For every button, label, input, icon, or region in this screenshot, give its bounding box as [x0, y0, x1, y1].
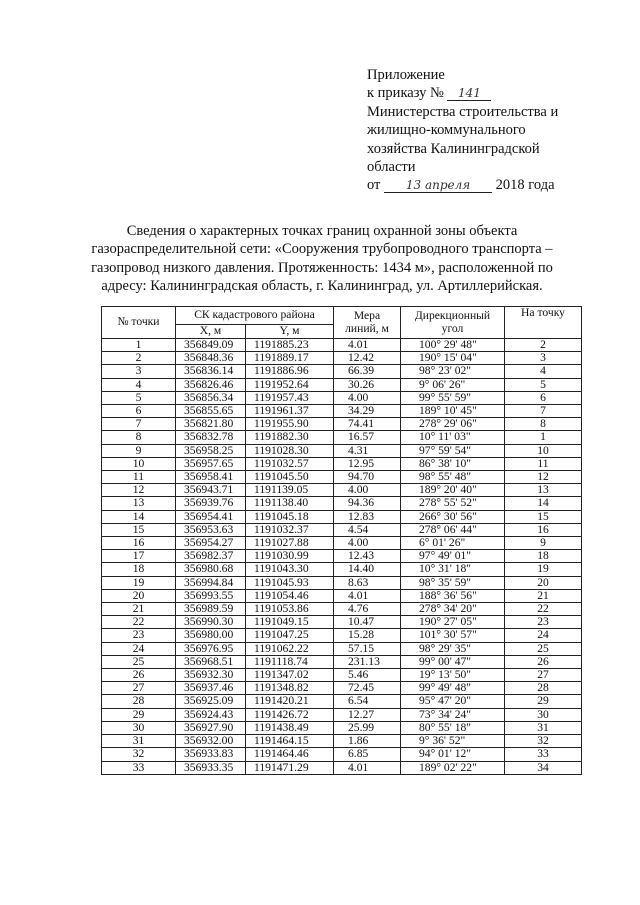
cell-bearing: 98° 29' 35" [401, 642, 505, 655]
coordinates-table [101, 306, 582, 775]
cell-to-point: 8 [505, 418, 582, 431]
cell-bearing: 97° 59' 54" [401, 444, 505, 457]
cell-measure: 25.99 [334, 721, 401, 734]
table-row [102, 391, 582, 404]
cell-to-point: 14 [505, 497, 582, 510]
cell-point-no: 17 [102, 550, 176, 563]
cell-to-point: 29 [505, 695, 582, 708]
cell-to-point: 22 [505, 603, 582, 616]
cell-to-point: 23 [505, 616, 582, 629]
cell-bearing: 6° 01' 26" [401, 537, 505, 550]
cell-x: 356924.43 [176, 708, 246, 721]
cell-measure: 4.00 [334, 484, 401, 497]
cell-bearing: 278° 34' 20" [401, 603, 505, 616]
cell-measure: 6.54 [334, 695, 401, 708]
cell-measure: 12.95 [334, 457, 401, 470]
cell-bearing: 9° 36' 52" [401, 735, 505, 748]
cell-x: 356826.46 [176, 378, 246, 391]
cell-bearing: 19° 13' 50" [401, 669, 505, 682]
cell-to-point: 12 [505, 471, 582, 484]
cell-to-point: 9 [505, 537, 582, 550]
cell-bearing: 98° 55' 48" [401, 471, 505, 484]
table-row [102, 431, 582, 444]
cell-x: 356953.63 [176, 523, 246, 536]
table-row [102, 497, 582, 510]
cell-to-point: 1 [505, 431, 582, 444]
cell-bearing: 9° 06' 26" [401, 378, 505, 391]
date-line [367, 176, 558, 194]
cell-to-point: 30 [505, 708, 582, 721]
cell-bearing: 99° 55' 59" [401, 391, 505, 404]
cell-point-no: 11 [102, 471, 176, 484]
cell-y: 1191062.22 [246, 642, 334, 655]
cell-x: 356939.76 [176, 497, 246, 510]
header-measure: Мера линий, м [334, 307, 401, 339]
cell-y: 1191138.40 [246, 497, 334, 510]
cell-x: 356968.51 [176, 655, 246, 668]
cell-bearing: 10° 31' 18" [401, 563, 505, 576]
table-row [102, 378, 582, 391]
header-to-point: На точку [505, 307, 582, 339]
cell-y: 1191045.50 [246, 471, 334, 484]
cell-y: 1191047.25 [246, 629, 334, 642]
table-row [102, 457, 582, 470]
cell-to-point: 24 [505, 629, 582, 642]
cell-measure: 15.28 [334, 629, 401, 642]
cell-x: 356855.65 [176, 405, 246, 418]
cell-bearing: 188° 36' 56" [401, 589, 505, 602]
cell-measure: 4.76 [334, 603, 401, 616]
cell-to-point: 19 [505, 563, 582, 576]
cell-measure: 4.01 [334, 339, 401, 352]
cell-to-point: 5 [505, 378, 582, 391]
cell-x: 356937.46 [176, 682, 246, 695]
cell-bearing: 190° 15' 04" [401, 352, 505, 365]
cell-point-no: 8 [102, 431, 176, 444]
table-row [102, 510, 582, 523]
date-prefix: от [367, 177, 381, 194]
cell-point-no: 15 [102, 523, 176, 536]
cell-to-point: 15 [505, 510, 582, 523]
cell-to-point: 34 [505, 761, 582, 774]
cell-y: 1191420.21 [246, 695, 334, 708]
cell-to-point: 18 [505, 550, 582, 563]
cell-bearing: 94° 01' 12" [401, 748, 505, 761]
cell-x: 356980.68 [176, 563, 246, 576]
cell-y: 1191961.37 [246, 405, 334, 418]
cell-to-point: 26 [505, 655, 582, 668]
cell-point-no: 3 [102, 365, 176, 378]
date-suffix: 2018 года [495, 177, 555, 194]
cell-point-no: 4 [102, 378, 176, 391]
table-row [102, 669, 582, 682]
cell-point-no: 23 [102, 629, 176, 642]
table-row [102, 471, 582, 484]
cell-point-no: 9 [102, 444, 176, 457]
cell-bearing: 98° 23' 02" [401, 365, 505, 378]
cell-y: 1191118.74 [246, 655, 334, 668]
cell-point-no: 10 [102, 457, 176, 470]
cell-x: 356980.00 [176, 629, 246, 642]
ministry-line-4: области [367, 159, 416, 176]
table-row [102, 418, 582, 431]
cell-point-no: 18 [102, 563, 176, 576]
table-row [102, 444, 582, 457]
cell-point-no: 19 [102, 576, 176, 589]
cell-y: 1191028.30 [246, 444, 334, 457]
appendix-block [367, 66, 558, 195]
cell-measure: 4.00 [334, 537, 401, 550]
table-row [102, 563, 582, 576]
table-row [102, 642, 582, 655]
cell-point-no: 16 [102, 537, 176, 550]
cell-point-no: 30 [102, 721, 176, 734]
cell-x: 356943.71 [176, 484, 246, 497]
cell-bearing: 266° 30' 56" [401, 510, 505, 523]
appendix-title: Приложение [367, 67, 445, 83]
cell-x: 356957.65 [176, 457, 246, 470]
table-row [102, 616, 582, 629]
cell-point-no: 7 [102, 418, 176, 431]
cell-y: 1191957.43 [246, 391, 334, 404]
cell-measure: 4.31 [334, 444, 401, 457]
table-row [102, 735, 582, 748]
cell-point-no: 33 [102, 761, 176, 774]
cell-measure: 12.83 [334, 510, 401, 523]
cell-to-point: 28 [505, 682, 582, 695]
table-row [102, 576, 582, 589]
cell-point-no: 1 [102, 339, 176, 352]
cell-x: 356933.35 [176, 761, 246, 774]
cell-y: 1191464.15 [246, 735, 334, 748]
cell-y: 1191032.57 [246, 457, 334, 470]
cell-x: 356849.09 [176, 339, 246, 352]
cell-x: 356836.14 [176, 365, 246, 378]
order-prefix: к приказу № [367, 85, 444, 102]
cell-bearing: 189° 10' 45" [401, 405, 505, 418]
cell-bearing: 86° 38' 10" [401, 457, 505, 470]
cell-point-no: 12 [102, 484, 176, 497]
cell-bearing: 73° 34' 24" [401, 708, 505, 721]
table-row [102, 589, 582, 602]
table-row [102, 405, 582, 418]
cell-measure: 72.45 [334, 682, 401, 695]
cell-measure: 4.01 [334, 761, 401, 774]
cell-y: 1191426.72 [246, 708, 334, 721]
title-line-1: Сведения о характерных точках границ охранной зоны объекта [126, 223, 518, 239]
cell-y: 1191049.15 [246, 616, 334, 629]
cell-point-no: 25 [102, 655, 176, 668]
table-row [102, 550, 582, 563]
cell-bearing: 278° 55' 52" [401, 497, 505, 510]
title-line-2: газораспределительной сети: «Сооружения трубопроводного транспорта – [91, 241, 553, 258]
cell-measure: 5.46 [334, 669, 401, 682]
table-row [102, 339, 582, 352]
cell-point-no: 26 [102, 669, 176, 682]
cell-y: 1191053.86 [246, 603, 334, 616]
cell-y: 1191885.23 [246, 339, 334, 352]
table-row [102, 682, 582, 695]
cell-measure: 14.40 [334, 563, 401, 576]
cell-measure: 8.63 [334, 576, 401, 589]
cell-to-point: 2 [505, 339, 582, 352]
cell-point-no: 5 [102, 391, 176, 404]
cell-measure: 57.15 [334, 642, 401, 655]
table-row [102, 365, 582, 378]
cell-measure: 34.29 [334, 405, 401, 418]
cell-bearing: 189° 02' 22" [401, 761, 505, 774]
cell-y: 1191045.93 [246, 576, 334, 589]
cell-y: 1191886.96 [246, 365, 334, 378]
cell-to-point: 25 [505, 642, 582, 655]
table-row [102, 655, 582, 668]
header-bearing: Дирекционный угол [401, 307, 505, 339]
cell-point-no: 6 [102, 405, 176, 418]
cell-measure: 10.47 [334, 616, 401, 629]
cell-measure: 74.41 [334, 418, 401, 431]
cell-y: 1191027.88 [246, 537, 334, 550]
cell-x: 356927.90 [176, 721, 246, 734]
cell-to-point: 10 [505, 444, 582, 457]
cell-bearing: 189° 20' 40" [401, 484, 505, 497]
cell-x: 356993.55 [176, 589, 246, 602]
cell-bearing: 97° 49' 01" [401, 550, 505, 563]
cell-y: 1191348.82 [246, 682, 334, 695]
cell-measure: 12.27 [334, 708, 401, 721]
cell-measure: 1.86 [334, 735, 401, 748]
cell-to-point: 6 [505, 391, 582, 404]
cell-point-no: 22 [102, 616, 176, 629]
cell-measure: 30.26 [334, 378, 401, 391]
cell-to-point: 13 [505, 484, 582, 497]
cell-point-no: 28 [102, 695, 176, 708]
cell-measure: 4.00 [334, 391, 401, 404]
cell-x: 356958.25 [176, 444, 246, 457]
cell-x: 356954.41 [176, 510, 246, 523]
ministry-line-2: жилищно-коммунального [367, 122, 526, 139]
cell-to-point: 32 [505, 735, 582, 748]
cell-y: 1191139.05 [246, 484, 334, 497]
header-y: Y, м [246, 325, 334, 339]
cell-bearing: 100° 29' 48" [401, 339, 505, 352]
cell-bearing: 190° 27' 05" [401, 616, 505, 629]
table-body [102, 339, 582, 775]
cell-measure: 4.54 [334, 523, 401, 536]
cell-y: 1191955.90 [246, 418, 334, 431]
cell-to-point: 4 [505, 365, 582, 378]
cell-measure: 94.36 [334, 497, 401, 510]
cell-x: 356932.30 [176, 669, 246, 682]
cell-bearing: 95° 47' 20" [401, 695, 505, 708]
table-row [102, 537, 582, 550]
cell-measure: 231.13 [334, 655, 401, 668]
cell-bearing: 80° 55' 18" [401, 721, 505, 734]
cell-bearing: 10° 11' 03" [401, 431, 505, 444]
table-row [102, 629, 582, 642]
cell-y: 1191043.30 [246, 563, 334, 576]
cell-x: 356976.95 [176, 642, 246, 655]
cell-bearing: 101° 30' 57" [401, 629, 505, 642]
header-cadastral: СК кадастрового района [176, 307, 334, 325]
cell-point-no: 21 [102, 603, 176, 616]
cell-y: 1191889.17 [246, 352, 334, 365]
cell-x: 356982.37 [176, 550, 246, 563]
cell-y: 1191054.46 [246, 589, 334, 602]
cell-measure: 66.39 [334, 365, 401, 378]
order-line [367, 84, 558, 102]
cell-to-point: 33 [505, 748, 582, 761]
cell-point-no: 13 [102, 497, 176, 510]
cell-x: 356933.83 [176, 748, 246, 761]
cell-point-no: 32 [102, 748, 176, 761]
cell-x: 356958.41 [176, 471, 246, 484]
cell-point-no: 27 [102, 682, 176, 695]
table-row [102, 695, 582, 708]
table-row [102, 523, 582, 536]
table-row [102, 352, 582, 365]
cell-point-no: 14 [102, 510, 176, 523]
cell-x: 356954.27 [176, 537, 246, 550]
cell-to-point: 20 [505, 576, 582, 589]
cell-to-point: 7 [505, 405, 582, 418]
title-line-3: газопровод низкого давления. Протяженность: 1434 м», расположенной по [91, 259, 553, 276]
cell-x: 356848.36 [176, 352, 246, 365]
cell-y: 1191882.30 [246, 431, 334, 444]
cell-x: 356989.59 [176, 603, 246, 616]
cell-measure: 6.85 [334, 748, 401, 761]
cell-x: 356990.30 [176, 616, 246, 629]
cell-x: 356821.80 [176, 418, 246, 431]
cell-y: 1191045.18 [246, 510, 334, 523]
ministry-line-1: Министерства строительства и [367, 103, 559, 120]
cell-bearing: 99° 00' 47" [401, 655, 505, 668]
cell-to-point: 27 [505, 669, 582, 682]
cell-to-point: 11 [505, 457, 582, 470]
cell-y: 1191032.37 [246, 523, 334, 536]
cell-to-point: 16 [505, 523, 582, 536]
header-point-no: № точки [102, 307, 176, 339]
cell-point-no: 31 [102, 735, 176, 748]
cell-to-point: 31 [505, 721, 582, 734]
cell-point-no: 29 [102, 708, 176, 721]
cell-point-no: 20 [102, 589, 176, 602]
cell-x: 356925.09 [176, 695, 246, 708]
ministry-line-3: хозяйства Калининградской [367, 140, 540, 157]
cell-y: 1191464.46 [246, 748, 334, 761]
cell-bearing: 99° 49' 48" [401, 682, 505, 695]
title-line-4: адресу: Калининградская область, г. Калининград, ул. Артиллерийская. [101, 277, 543, 294]
cell-bearing: 98° 35' 59" [401, 576, 505, 589]
document-title [72, 222, 572, 295]
cell-y: 1191347.02 [246, 669, 334, 682]
date-handwritten: 13 апреля [384, 178, 492, 193]
cell-y: 1191952.64 [246, 378, 334, 391]
table-row [102, 748, 582, 761]
cell-measure: 4.01 [334, 589, 401, 602]
table-row [102, 484, 582, 497]
table-row [102, 761, 582, 774]
cell-x: 356994.84 [176, 576, 246, 589]
cell-measure: 12.43 [334, 550, 401, 563]
table-row [102, 603, 582, 616]
cell-point-no: 24 [102, 642, 176, 655]
cell-y: 1191471.29 [246, 761, 334, 774]
cell-bearing: 278° 06' 44" [401, 523, 505, 536]
header-x: X, м [176, 325, 246, 339]
cell-x: 356832.78 [176, 431, 246, 444]
cell-measure: 12.42 [334, 352, 401, 365]
cell-point-no: 2 [102, 352, 176, 365]
cell-measure: 94.70 [334, 471, 401, 484]
cell-bearing: 278° 29' 06" [401, 418, 505, 431]
cell-y: 1191438.49 [246, 721, 334, 734]
cell-to-point: 21 [505, 589, 582, 602]
cell-measure: 16.57 [334, 431, 401, 444]
cell-to-point: 3 [505, 352, 582, 365]
cell-x: 356856.34 [176, 391, 246, 404]
cell-y: 1191030.99 [246, 550, 334, 563]
table-row [102, 708, 582, 721]
cell-x: 356932.00 [176, 735, 246, 748]
table-row [102, 721, 582, 734]
order-number: 141 [447, 86, 491, 101]
